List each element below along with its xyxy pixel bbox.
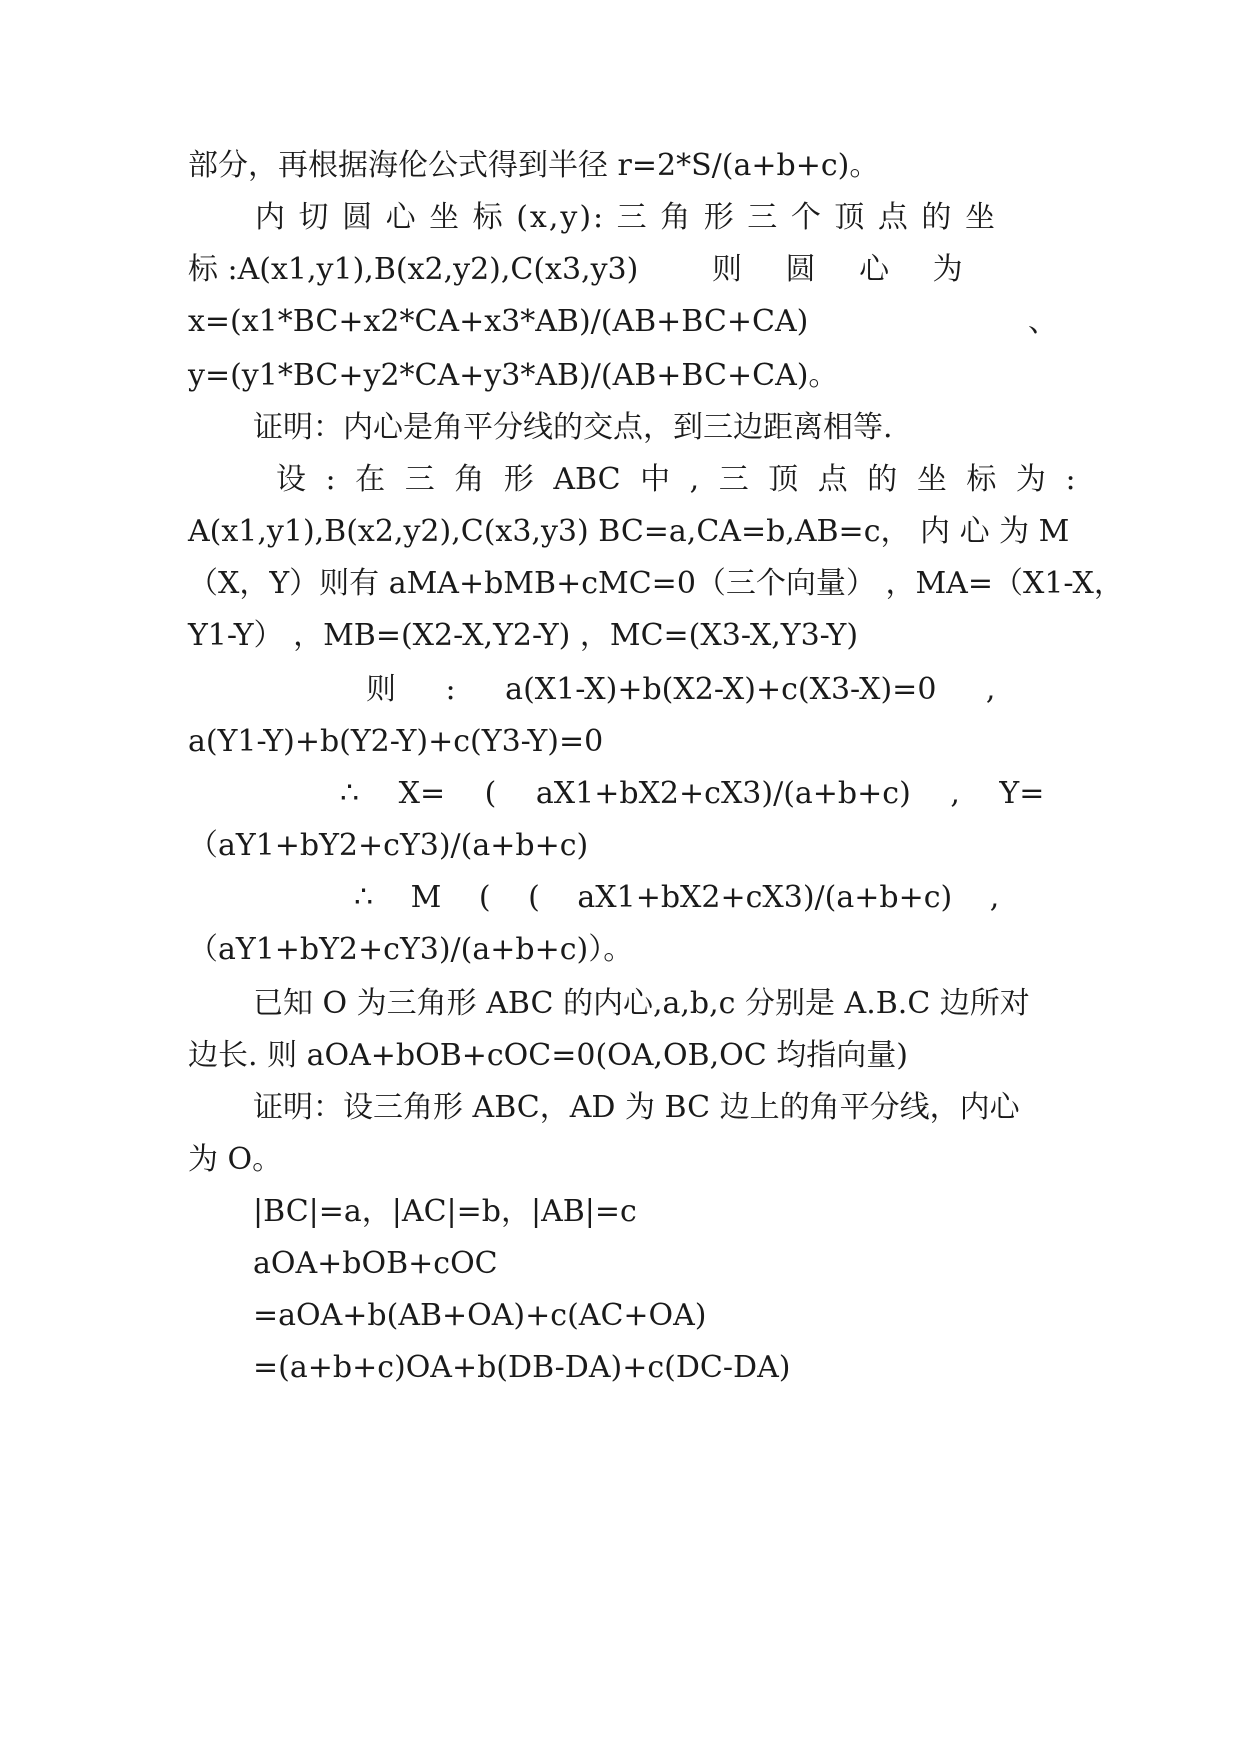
text-line-1: 部分，再根据海伦公式得到半径 r=2*S/(a+b+c)。 (188, 148, 880, 183)
text-line-13: ∴ X= ( aX1+bX2+cX3)/(a+b+c) , Y= (340, 776, 1045, 811)
text-line-12: a(Y1-Y)+b(Y2-Y)+c(Y3-Y)=0 (188, 724, 604, 759)
text-line-3b: 则 圆 心 为 (712, 252, 963, 287)
text-line-6: 证明：内心是角平分线的交点，到三边距离相等. (253, 410, 893, 445)
text-line-23: =aOA+b(AB+OA)+c(AC+OA) (253, 1298, 707, 1333)
text-line-2: 内 切 圆 心 坐 标 (x,y): 三 角 形 三 个 顶 点 的 坐 (255, 200, 997, 235)
text-line-16: （aY1+bY2+cY3)/(a+b+c)）。 (188, 932, 634, 967)
text-line-5: y=(y1*BC+y2*CA+y3*AB)/(AB+BC+CA)。 (188, 358, 839, 393)
text-line-4a: x=(x1*BC+x2*CA+x3*AB)/(AB+BC+CA) (188, 304, 809, 339)
text-line-10: Y1-Y） ，MB=(X2-X,Y2-Y) ，MC=(X3-X,Y3-Y) (188, 618, 859, 653)
text-line-21: |BC|=a，|AC|=b，|AB|=c (253, 1194, 637, 1229)
text-line-3a: 标 :A(x1,y1),B(x2,y2),C(x3,y3) (188, 252, 639, 287)
text-line-7: 设 : 在 三 角 形 ABC 中 , 三 顶 点 的 坐 标 为 : (276, 462, 1076, 497)
text-line-24: =(a+b+c)OA+b(DB-DA)+c(DC-DA) (253, 1350, 791, 1385)
text-line-19: 证明：设三角形 ABC，AD 为 BC 边上的角平分线，内心 (253, 1090, 1020, 1125)
text-line-8: A(x1,y1),B(x2,y2),C(x3,y3) BC=a,CA=b,AB=c， 内 心 为 M (188, 514, 1070, 549)
text-line-18: 边长. 则 aOA+bOB+cOC=0(OA,OB,OC 均指向量) (188, 1038, 908, 1073)
text-line-11: 则 : a(X1-X)+b(X2-X)+c(X3-X)=0 , (366, 672, 996, 707)
text-line-14: （aY1+bY2+cY3)/(a+b+c) (188, 828, 589, 863)
text-line-20: 为 O。 (188, 1142, 283, 1177)
text-line-9: （X，Y）则有 aMA+bMB+cMC=0（三个向量） ，MA=（X1-X， (188, 566, 1124, 601)
text-line-22: aOA+bOB+cOC (253, 1246, 498, 1281)
text-line-4b: 、 (1028, 304, 1058, 339)
text-line-15: ∴ M ( ( aX1+bX2+cX3)/(a+b+c) , (354, 880, 1000, 915)
text-line-17: 已知 O 为三角形 ABC 的内心,a,b,c 分别是 A.B.C 边所对 (253, 986, 1030, 1021)
